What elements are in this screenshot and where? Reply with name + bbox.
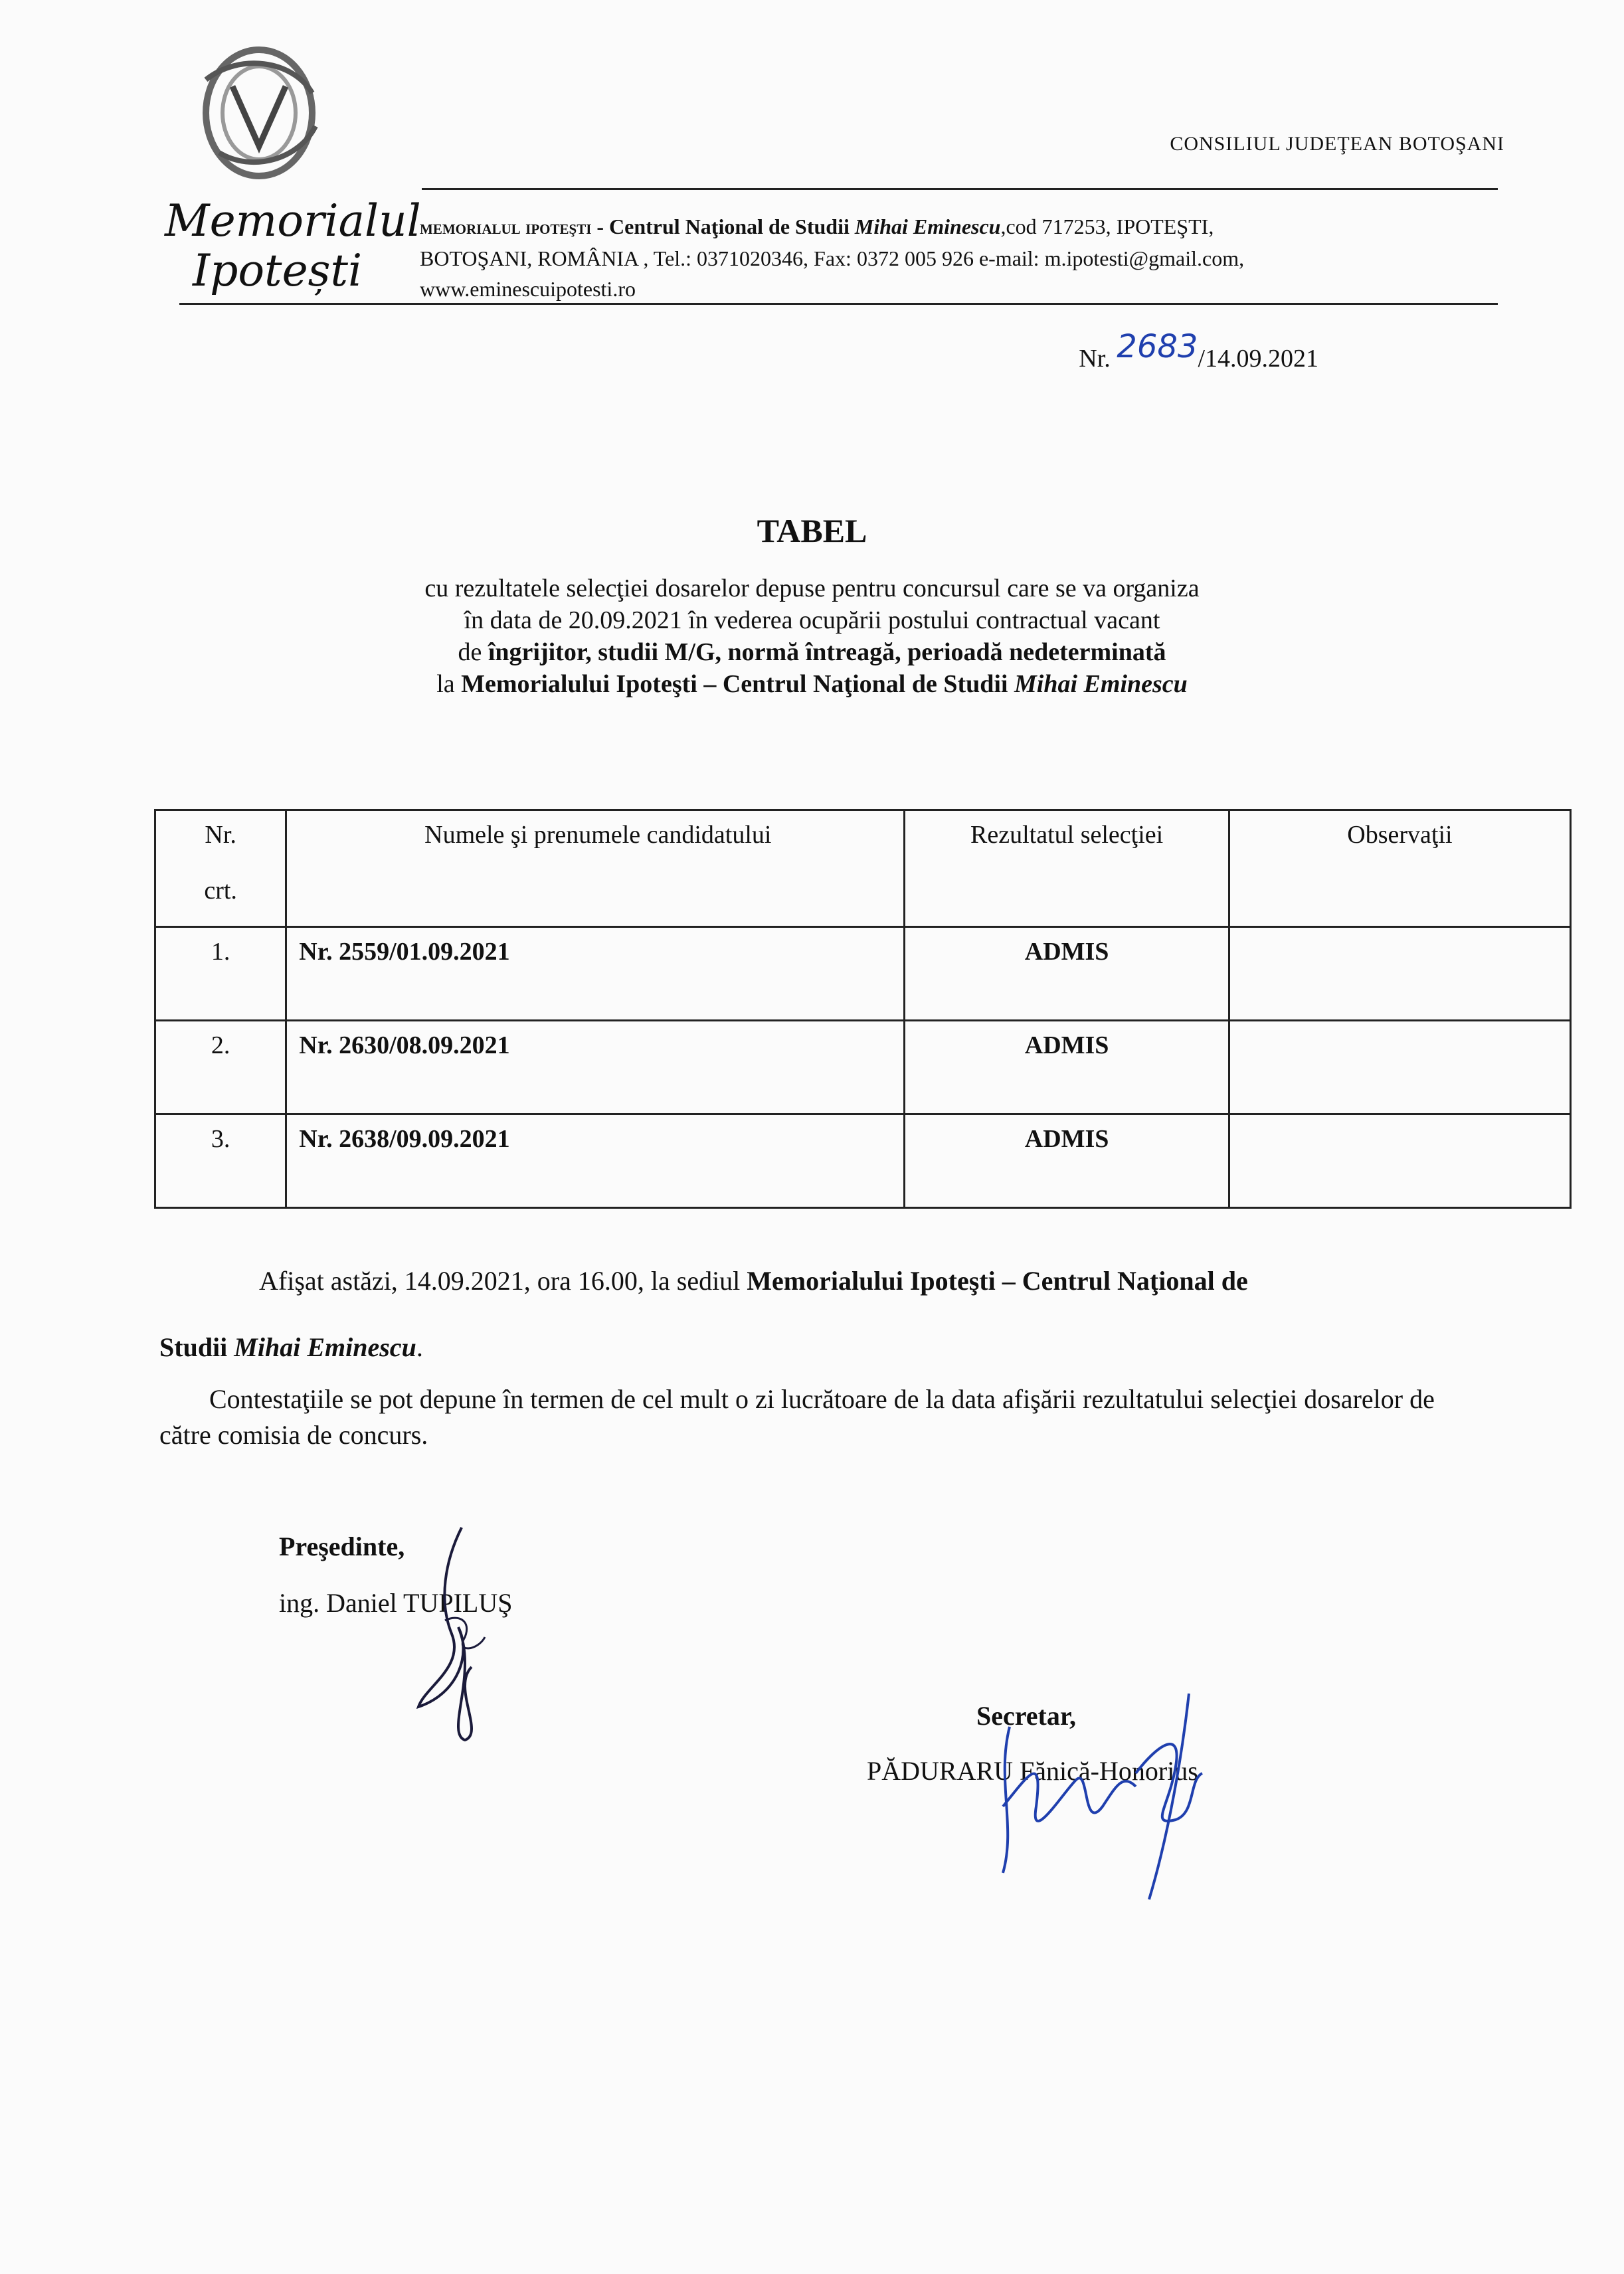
registration-number [1079, 328, 1318, 375]
document-subtitle [0, 572, 1624, 700]
table-row [155, 1021, 1571, 1114]
row-notes [1229, 1114, 1570, 1208]
inst-details-3: www.eminescuipotesti.ro [420, 277, 636, 301]
inst-name-bold: - Centrul Naţional de Studii [591, 215, 855, 238]
row-notes [1229, 1021, 1570, 1114]
secretary-name: PĂDURARU Fănică-Honorius [867, 1756, 1198, 1786]
logo-text-line1: Memorialul [165, 195, 421, 246]
inst-details-1: ,cod 717253, IPOTEŞTI, [1000, 215, 1214, 238]
row-result: ADMIS [905, 927, 1229, 1021]
header-notes: Observaţii [1229, 810, 1570, 927]
secretary-label: Secretar, [976, 1701, 1076, 1731]
president-signature-icon [399, 1521, 531, 1760]
document-title: TABEL [757, 512, 867, 549]
table-header-row [155, 810, 1571, 927]
row-candidate: Nr. 2559/01.09.2021 [286, 927, 905, 1021]
posted-notice: Afişat astăzi, 14.09.2021, ora 16.00, la sediul Memorialului Ipoteşti – Centrul Naţional de [259, 1266, 1248, 1296]
monogram-logo-icon [159, 40, 421, 306]
header-rule-top [422, 188, 1498, 190]
row-nr: 2. [155, 1021, 286, 1114]
table-row [155, 927, 1571, 1021]
subtitle-line3: de îngrijitor, studii M/G, normă întreagă, perioadă nedeterminată [458, 638, 1166, 666]
institution-logo [159, 40, 421, 306]
reg-date: /14.09.2021 [1198, 345, 1318, 373]
council-name: CONSILIUL JUDEŢEAN BOTOŞANI [1170, 133, 1504, 155]
row-result: ADMIS [905, 1021, 1229, 1114]
reg-number-handwritten: 2683 [1117, 328, 1198, 365]
row-nr: 3. [155, 1114, 286, 1208]
inst-details-2: BOTOŞANI, ROMÂNIA , Tel.: 0371020346, Fax: 0372 005 926 e-mail: m.ipotesti@gmail.com, [420, 246, 1245, 270]
results-table [154, 809, 1572, 1209]
president-name: ing. Daniel TUPILUŞ [279, 1588, 513, 1618]
row-result: ADMIS [905, 1114, 1229, 1208]
header-candidate-name: Numele şi prenumele candidatului [286, 810, 905, 927]
reg-prefix: Nr. [1079, 345, 1117, 373]
row-candidate: Nr. 2630/08.09.2021 [286, 1021, 905, 1114]
inst-name-caps: memorialul ipoteşti [420, 217, 592, 238]
header-nr-crt: Nr. crt. [155, 810, 286, 927]
subtitle-line2: în data de 20.09.2021 în vederea ocupării postului contractual vacant [464, 606, 1160, 634]
inst-name-italic: Mihai Eminescu [854, 215, 1001, 238]
subtitle-line4: la Memorialului Ipoteşti – Centrul Naţional de Studii Mihai Eminescu [436, 670, 1188, 698]
subtitle-line1: cu rezultatele selecţiei dosarelor depuse pentru concursul care se va organiza [424, 574, 1200, 602]
posted-notice-cont: Studii Mihai Eminescu. [159, 1332, 423, 1362]
row-nr: 1. [155, 927, 286, 1021]
contest-notice: Contestaţiile se pot depune în termen de cel mult o zi lucrătoare de la data afişării rezultatului selecţiei dosarelor de către comisia de concurs. [159, 1384, 1435, 1450]
header-rule-bottom [179, 303, 1498, 305]
row-notes [1229, 927, 1570, 1021]
logo-text-line2: Ipotești [193, 245, 363, 296]
institution-details [420, 211, 1509, 304]
header-selection-result: Rezultatul selecţiei [905, 810, 1229, 927]
table-row [155, 1114, 1571, 1208]
president-label: Preşedinte, [279, 1531, 405, 1561]
row-candidate: Nr. 2638/09.09.2021 [286, 1114, 905, 1208]
